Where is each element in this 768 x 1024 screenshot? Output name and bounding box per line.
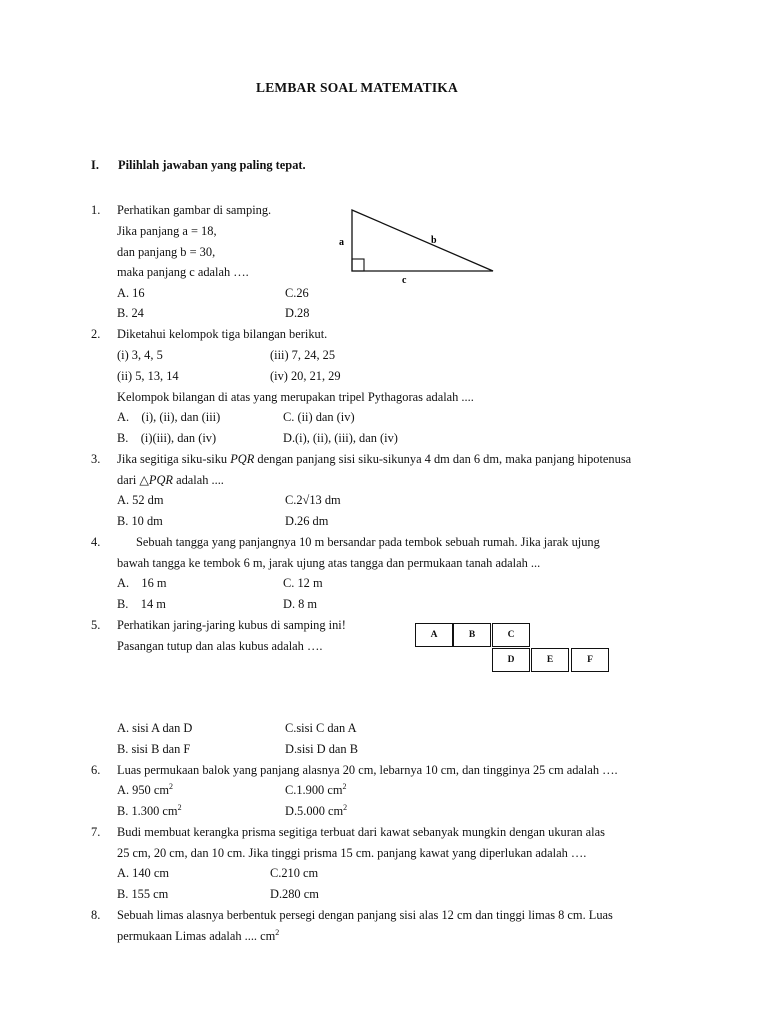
- variable-pqr: PQR: [148, 473, 173, 487]
- page-title: LEMBAR SOAL MATEMATIKA: [256, 80, 458, 95]
- option-d: D.26 dm: [285, 514, 329, 528]
- number-set: (ii) 5, 13, 14: [117, 369, 179, 383]
- option-d: [285, 804, 347, 819]
- label-c: c: [402, 275, 407, 286]
- text-segment: permukaan Limas adalah .... cm: [117, 929, 276, 943]
- question-text: maka panjang c adalah ….: [117, 265, 249, 279]
- option-text: A. 950 cm: [117, 783, 169, 797]
- question-text: [117, 452, 631, 467]
- net-face-a: A: [415, 623, 453, 647]
- question-text: Kelompok bilangan di atas yang merupakan tripel Pythagoras adalah ....: [117, 390, 474, 404]
- question-number: 1.: [91, 203, 101, 217]
- option-d: D.sisi D dan B: [285, 742, 358, 756]
- unit-superscript: 2: [343, 802, 348, 812]
- net-face-e: E: [531, 648, 569, 672]
- option-text: C.1.900 cm: [285, 783, 343, 797]
- option-d: D.28: [285, 306, 310, 320]
- question-text: [117, 929, 279, 944]
- question-text: Pasangan tutup dan alas kubus adalah ….: [117, 639, 323, 653]
- question-text: Sebuah limas alasnya berbentuk persegi dengan panjang sisi alas 12 cm dan tinggi limas 8 cm. Luas: [117, 908, 613, 922]
- option-text: B. 1.300 cm: [117, 804, 178, 818]
- option-a: A. 140 cm: [117, 866, 169, 880]
- unit-superscript: 2: [177, 802, 182, 812]
- text-segment: adalah ....: [172, 473, 224, 487]
- right-angle-marker: [352, 259, 364, 271]
- question-text: Luas permukaan balok yang panjang alasnya 20 cm, lebarnya 10 cm, dan tingginya 25 cm adalah ….: [117, 763, 618, 777]
- number-set: (i) 3, 4, 5: [117, 348, 163, 362]
- option-c: C.26: [285, 286, 309, 300]
- unit-superscript: 2: [342, 781, 347, 791]
- option-b: [117, 804, 182, 819]
- question-text: dan panjang b = 30,: [117, 245, 216, 259]
- option-c: C. (ii) dan (iv): [283, 410, 355, 424]
- label-b: b: [431, 235, 437, 246]
- option-a: A. sisi A dan D: [117, 721, 193, 735]
- question-number: 2.: [91, 327, 101, 341]
- question-number: 4.: [91, 535, 101, 549]
- unit-superscript: 2: [168, 781, 173, 791]
- text-segment: dari △: [117, 473, 149, 487]
- question-number: 5.: [91, 618, 101, 632]
- option-b: B. (i)(iii), dan (iv): [117, 431, 217, 445]
- question-text: bawah tangga ke tembok 6 m, jarak ujung atas tangga dan permukaan tanah adalah ...: [117, 556, 541, 570]
- option-b: B. 10 dm: [117, 514, 163, 528]
- net-face-f: F: [571, 648, 609, 672]
- option-b: B. 155 cm: [117, 887, 169, 901]
- option-a: A. (i), (ii), dan (iii): [117, 410, 221, 424]
- option-a: A. 52 dm: [117, 493, 164, 507]
- option-d: D.280 cm: [270, 887, 319, 901]
- question-number: 8.: [91, 908, 101, 922]
- option-a: [117, 783, 173, 798]
- variable-pqr: PQR: [230, 452, 255, 466]
- option-d: D. 8 m: [283, 597, 318, 611]
- option-c: C.2√13 dm: [285, 493, 341, 507]
- text-segment: dengan panjang sisi siku-sikunya 4 dm dan 6 dm, maka panjang hipotenusa: [254, 452, 632, 466]
- net-face-c: C: [492, 623, 530, 647]
- text-segment: Jika segitiga siku-siku: [117, 452, 231, 466]
- net-face-b: B: [453, 623, 491, 647]
- number-set: (iv) 20, 21, 29: [270, 369, 341, 383]
- question-text: Jika panjang a = 18,: [117, 224, 217, 238]
- question-number: 3.: [91, 452, 101, 466]
- label-a: a: [339, 237, 344, 248]
- question-text: Perhatikan jaring-jaring kubus di samping ini!: [117, 618, 346, 632]
- section-number: I.: [91, 158, 99, 172]
- option-d: D.(i), (ii), (iii), dan (iv): [283, 431, 398, 445]
- section-heading: Pilihlah jawaban yang paling tepat.: [118, 158, 306, 172]
- option-a: A. 16: [117, 286, 145, 300]
- option-c: C. 12 m: [283, 576, 323, 590]
- triangle-shape: [352, 210, 493, 271]
- question-text: [117, 472, 224, 488]
- option-c: C.210 cm: [270, 866, 319, 880]
- net-face-d: D: [492, 648, 530, 672]
- option-b: B. 24: [117, 306, 144, 320]
- option-c: [285, 783, 346, 798]
- question-number: 6.: [91, 763, 101, 777]
- option-b: B. 14 m: [117, 597, 166, 611]
- question-text: Budi membuat kerangka prisma segitiga terbuat dari kawat sebanyak mungkin dengan ukuran alas: [117, 825, 605, 839]
- right-triangle-figure: [330, 205, 505, 290]
- option-a: A. 16 m: [117, 576, 167, 590]
- question-text: Sebuah tangga yang panjangnya 10 m bersandar pada tembok sebuah rumah. Jika jarak ujung: [136, 535, 600, 549]
- question-number: 7.: [91, 825, 101, 839]
- question-text: Perhatikan gambar di samping.: [117, 203, 272, 217]
- question-text: 25 cm, 20 cm, dan 10 cm. Jika tinggi prisma 15 cm. panjang kawat yang diperlukan adalah ….: [117, 846, 587, 860]
- number-set: (iii) 7, 24, 25: [270, 348, 336, 362]
- unit-superscript: 2: [275, 927, 280, 937]
- question-text: Diketahui kelompok tiga bilangan berikut.: [117, 327, 328, 341]
- option-b: B. sisi B dan F: [117, 742, 191, 756]
- option-c: C.sisi C dan A: [285, 721, 357, 735]
- option-text: D.5.000 cm: [285, 804, 344, 818]
